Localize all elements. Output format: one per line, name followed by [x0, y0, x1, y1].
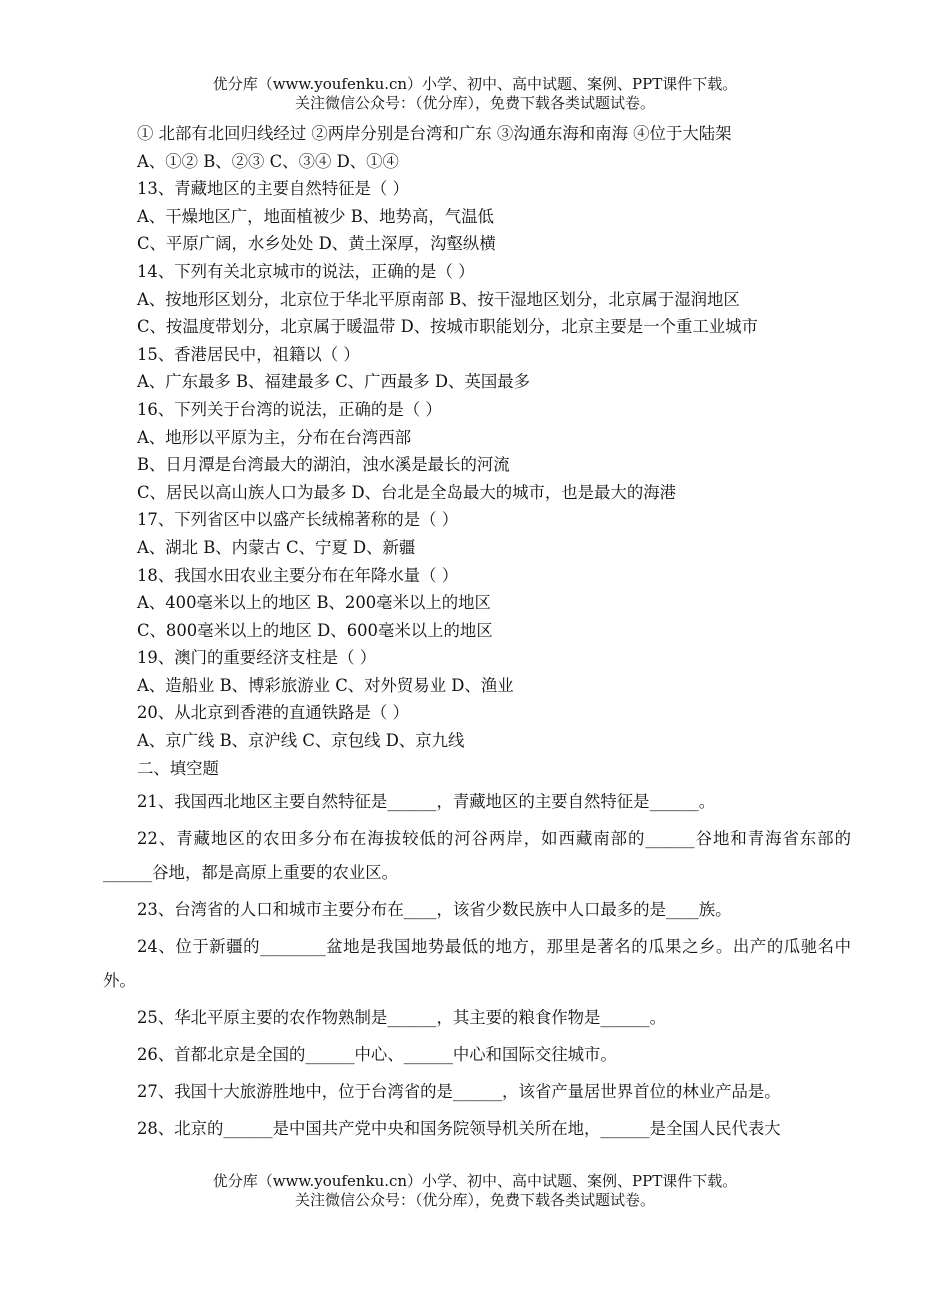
- q16-option-a: A、地形以平原为主，分布在台湾西部: [137, 427, 412, 447]
- q19-question: 19、澳门的重要经济支柱是（ ）: [137, 648, 377, 668]
- section-fill-in-heading: 二、填空题: [137, 758, 219, 778]
- q14-options-cd: C、按温度带划分，北京属于暖温带 D、按城市职能划分，北京主要是一个重工业城市: [137, 317, 758, 337]
- q16-options-cd: C、居民以高山族人口为最多 D、台北是全岛最大的城市，也是最大的海港: [137, 482, 676, 502]
- q26-fill: 26、首都北京是全国的______中心、______中心和国际交往城市。: [137, 1045, 617, 1065]
- q15-options: A、广东最多 B、福建最多 C、广西最多 D、英国最多: [137, 372, 531, 392]
- q25-fill: 25、华北平原主要的农作物熟制是______，其主要的粮食作物是______。: [137, 1008, 666, 1028]
- q18-options-ab: A、400毫米以上的地区 B、200毫米以上的地区: [137, 593, 491, 613]
- q17-options: A、湖北 B、内蒙古 C、宁夏 D、新疆: [137, 537, 416, 557]
- q20-options: A、京广线 B、京沪线 C、京包线 D、京九线: [137, 731, 465, 751]
- q14-options-ab: A、按地形区划分，北京位于华北平原南部 B、按干湿地区划分，北京属于湿润地区: [137, 289, 740, 309]
- q23-fill: 23、台湾省的人口和城市主要分布在____，该省少数民族中人口最多的是____族。: [137, 900, 732, 920]
- page-header: [0, 75, 950, 113]
- q12-statements: ① 北部有北回归线经过 ②两岸分别是台湾和广东 ③沟通东海和南海 ④位于大陆架: [137, 124, 732, 143]
- footer-line-2: 关注微信公众号：（优分库），免费下载各类试题试卷。: [294, 1191, 655, 1209]
- q13-options-cd: C、平原广阔，水乡处处 D、黄土深厚，沟壑纵横: [137, 234, 496, 254]
- q27-fill: 27、我国十大旅游胜地中，位于台湾省的是______，该省产量居世界首位的林业产品是。: [137, 1082, 781, 1102]
- q17-question: 17、下列省区中以盛产长绒棉著称的是（ ）: [137, 510, 459, 530]
- q16-question: 16、下列关于台湾的说法，正确的是（ ）: [137, 399, 442, 419]
- q15-question: 15、香港居民中，祖籍以（ ）: [137, 344, 360, 364]
- q19-options: A、造船业 B、博彩旅游业 C、对外贸易业 D、渔业: [137, 675, 514, 695]
- page-footer: [0, 1172, 950, 1210]
- q13-question: 13、青藏地区的主要自然特征是（ ）: [137, 179, 409, 199]
- header-line-1: 优分库（www.youfenku.cn）小学、初中、高中试题、案例、PPT课件下载。: [212, 75, 738, 93]
- q18-options-cd: C、800毫米以上的地区 D、600毫米以上的地区: [137, 620, 493, 640]
- q20-question: 20、从北京到香港的直通铁路是（ ）: [137, 703, 409, 723]
- q28-fill: 28、北京的______是中国共产党中央和国务院领导机关所在地，______是全国人民代表大: [137, 1119, 781, 1139]
- q21-fill: 21、我国西北地区主要自然特征是______，青藏地区的主要自然特征是______。: [137, 792, 716, 812]
- header-line-2: 关注微信公众号：（优分库），免费下载各类试题试卷。: [294, 94, 655, 112]
- q22-fill: 22、青藏地区的农田多分布在海拔较低的河谷两岸，如西藏南部的______谷地和青海省东部的______谷地，都是高原上重要的农业区。: [103, 829, 851, 883]
- document-body: [103, 120, 851, 1146]
- q16-option-b: B、日月潭是台湾最大的湖泊，浊水溪是最长的河流: [137, 455, 510, 475]
- footer-line-1: 优分库（www.youfenku.cn）小学、初中、高中试题、案例、PPT课件下载。: [212, 1172, 738, 1190]
- q14-question: 14、下列有关北京城市的说法，正确的是（ ）: [137, 261, 475, 281]
- q12-options: A、①② B、②③ C、③④ D、①④: [137, 151, 399, 171]
- q18-question: 18、我国水田农业主要分布在年降水量（ ）: [137, 565, 459, 585]
- q13-options-ab: A、干燥地区广，地面植被少 B、地势高，气温低: [137, 206, 494, 226]
- q24-fill: 24、位于新疆的________盆地是我国地势最低的地方，那里是著名的瓜果之乡。出产的瓜驰名中外。: [103, 937, 851, 991]
